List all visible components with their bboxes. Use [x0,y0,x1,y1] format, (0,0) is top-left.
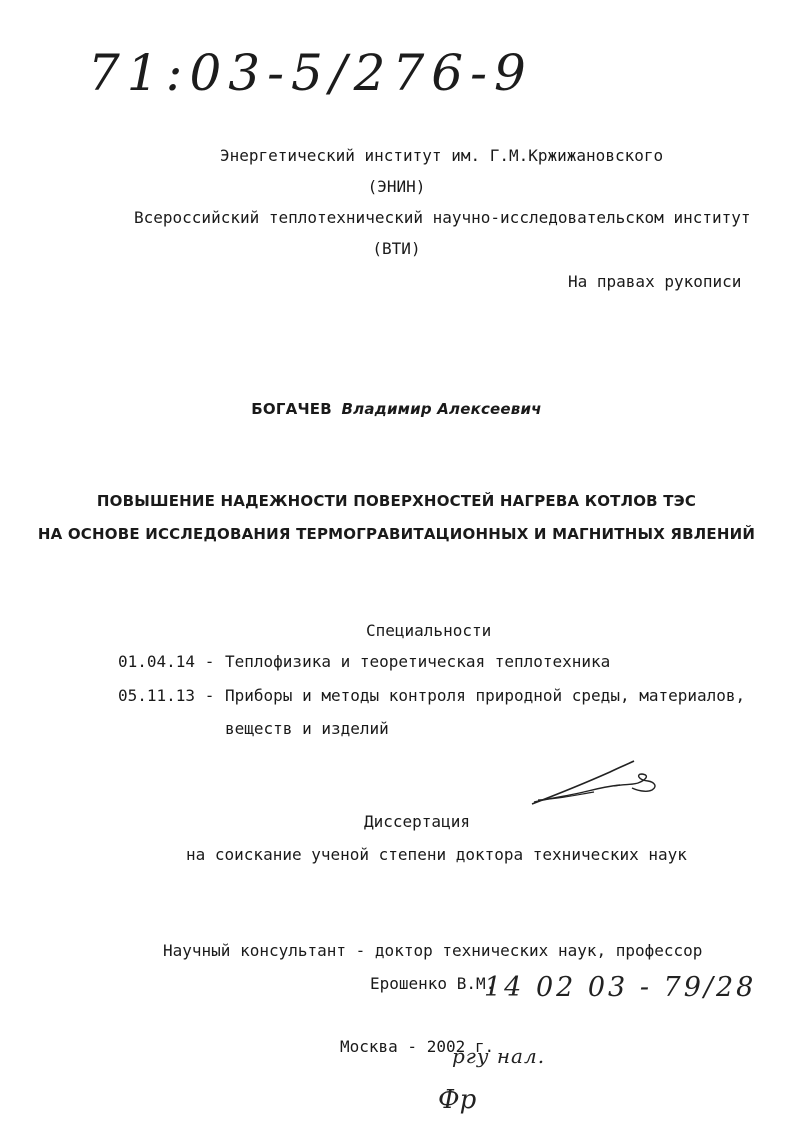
signature-mark [528,758,663,810]
title-line-1: ПОВЫШЕНИЕ НАДЕЖНОСТИ ПОВЕРХНОСТЕЙ НАГРЕВА КОТЛОВ ТЭС [96,492,697,510]
author-surname: БОГАЧЕВ [251,400,332,418]
institute-2-abbr: (ВТИ) [372,239,421,258]
institute-2: Всероссийский теплотехнический научно-исследовательском институт [134,208,751,227]
handwritten-note-2: Фр [438,1085,477,1115]
consultant-line: Научный консультант - доктор технических наук, профессор [163,941,703,960]
title-line-2: НА ОСНОВЕ ИССЛЕДОВАНИЯ ТЕРМОГРАВИТАЦИОННЫХ И МАГНИТНЫХ ЯВЛЕНИЙ [37,525,756,543]
archive-number: 71:03-5/276-9 [88,44,533,102]
consultant-name: Ерошенко В.М. [370,974,496,993]
specialty-1-code: 01.04.14 - [118,652,215,671]
author-name [0,399,793,419]
degree-line: на соискание ученой степени доктора технических наук [186,845,687,864]
specialty-1-name: Теплофизика и теоретическая теплотехника [225,652,611,671]
manuscript-rights: На правах рукописи [568,272,742,291]
dissertation-label: Диссертация [364,812,470,831]
city-year: Москва - 2002 г. [340,1037,495,1056]
handwritten-date: 14 02 03 - 79/28 [484,972,757,1003]
specialty-2-code: 05.11.13 - [118,686,215,705]
author-given-names: Владимир Алексеевич [341,400,542,418]
specialty-2-name-cont: веществ и изделий [225,719,389,738]
handwritten-note: ргу нал. [452,1044,546,1068]
specialty-2-name: Приборы и методы контроля природной среды, материалов, [225,686,746,705]
specialties-label: Специальности [366,621,492,640]
institute-1: Энергетический институт им. Г.М.Кржижановского [220,146,664,165]
institute-1-abbr: (ЭНИН) [367,177,426,196]
